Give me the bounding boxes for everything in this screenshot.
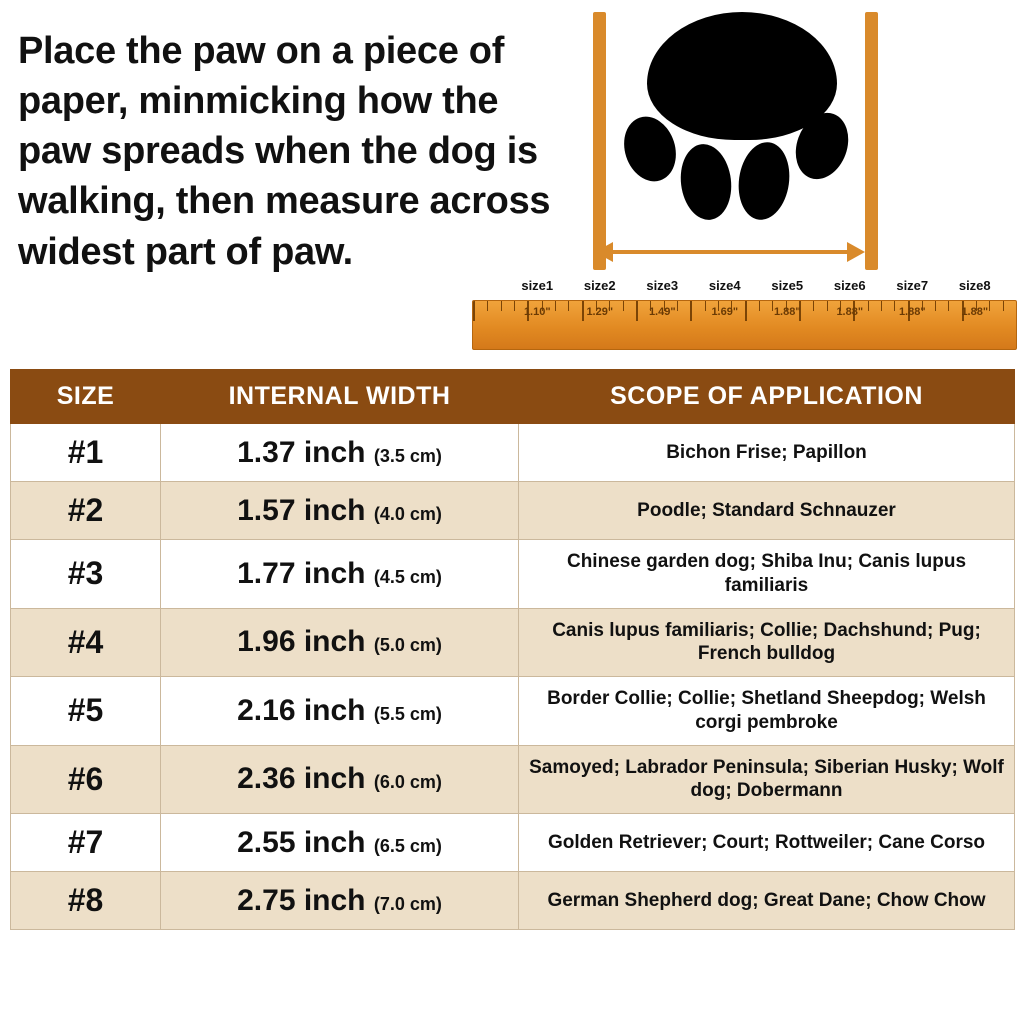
cell-width-inch: 1.37 inch (237, 435, 366, 469)
cell-scope: Border Collie; Collie; Shetland Sheepdog; Welsh corgi pembroke (519, 677, 1015, 746)
arrow-head-right-icon (847, 242, 865, 262)
cell-width-inch: 2.55 inch (237, 825, 366, 859)
cell-scope: Canis lupus familiaris; Collie; Dachshund; Pug; French bulldog (519, 608, 1015, 677)
cell-width-cm: (4.0 cm) (373, 503, 442, 524)
ruler-inch-value: 1.88" (773, 306, 801, 318)
table-row (11, 677, 1015, 746)
size-chart-table (10, 369, 1015, 930)
cell-width (161, 540, 519, 609)
table-row (11, 424, 1015, 482)
measuring-instruction-text: Place the paw on a piece of paper, minmicking how the paw spreads when the dog is walking, then measure across widest part of paw. (18, 30, 551, 273)
cell-width-cm: (4.5 cm) (373, 566, 442, 587)
paw-illustration (575, 4, 935, 284)
cell-width (161, 424, 519, 482)
table-row (11, 814, 1015, 872)
header-illustration-area (0, 0, 1024, 365)
column-header-width: INTERNAL WIDTH (161, 370, 519, 424)
cell-width-inch: 2.16 inch (237, 693, 366, 727)
cell-width (161, 482, 519, 540)
ruler-inch-value: 1.69" (711, 306, 739, 318)
ruler-inch-value: 1.88" (836, 306, 864, 318)
paw-toe-3-icon (734, 139, 794, 223)
cell-width-cm: (7.0 cm) (373, 893, 442, 914)
table-row (11, 540, 1015, 609)
cell-scope: Samoyed; Labrador Peninsula; Siberian Husky; Wolf dog; Dobermann (519, 745, 1015, 814)
table-row (11, 745, 1015, 814)
cell-width-inch: 1.96 inch (237, 625, 366, 659)
ruler-size-label: size8 (958, 278, 991, 293)
cell-scope: Poodle; Standard Schnauzer (519, 482, 1015, 540)
cell-width-cm: (6.5 cm) (373, 835, 442, 856)
ruler-size-label: size4 (708, 278, 741, 293)
ruler-size-label: size6 (833, 278, 866, 293)
cell-size: #6 (11, 745, 161, 814)
cell-scope: German Shepherd dog; Great Dane; Chow Chow (519, 872, 1015, 930)
cell-size: #1 (11, 424, 161, 482)
ruler-size-label: size7 (896, 278, 929, 293)
arrow-head-left-icon (595, 242, 613, 262)
cell-size: #3 (11, 540, 161, 609)
cell-width-inch: 1.57 inch (237, 493, 366, 527)
cell-scope: Bichon Frise; Papillon (519, 424, 1015, 482)
cell-width-cm: (5.5 cm) (373, 703, 442, 724)
cell-width (161, 814, 519, 872)
table-row (11, 872, 1015, 930)
cell-scope: Golden Retriever; Court; Rottweiler; Cane Corso (519, 814, 1015, 872)
ruler-inch-value: 1.88" (898, 306, 926, 318)
ruler-inch-value: 1.49" (648, 306, 676, 318)
ruler-size-label: size5 (771, 278, 804, 293)
ruler-size-label: size3 (646, 278, 679, 293)
cell-width-cm: (5.0 cm) (373, 635, 442, 656)
ruler-inch-values (506, 306, 1006, 318)
measure-bar-left (593, 12, 606, 270)
cell-size: #2 (11, 482, 161, 540)
cell-scope: Chinese garden dog; Shiba Inu; Canis lupus familiaris (519, 540, 1015, 609)
ruler-inch-value: 1.10" (523, 306, 551, 318)
cell-size: #5 (11, 677, 161, 746)
cell-width-cm: (6.0 cm) (373, 772, 442, 793)
ruler-size-labels (506, 278, 1006, 293)
width-measure-arrow (611, 250, 851, 254)
cell-size: #8 (11, 872, 161, 930)
paw-toe-2-icon (677, 141, 736, 223)
cell-width (161, 677, 519, 746)
cell-width (161, 872, 519, 930)
ruler-inch-value: 1.29" (586, 306, 614, 318)
cell-width-inch: 2.36 inch (237, 762, 366, 796)
cell-width-inch: 2.75 inch (237, 883, 366, 917)
ruler-size-label: size1 (521, 278, 554, 293)
ruler-illustration (472, 278, 1017, 360)
cell-size: #7 (11, 814, 161, 872)
cell-width-inch: 1.77 inch (237, 556, 366, 590)
cell-size: #4 (11, 608, 161, 677)
cell-width (161, 608, 519, 677)
table-row (11, 608, 1015, 677)
measure-bar-right (865, 12, 878, 270)
column-header-size: SIZE (11, 370, 161, 424)
column-header-scope: SCOPE OF APPLICATION (519, 370, 1015, 424)
cell-width-cm: (3.5 cm) (373, 445, 442, 466)
table-header-row (11, 370, 1015, 424)
ruler-inch-value: 1.88" (961, 306, 989, 318)
table-row (11, 482, 1015, 540)
ruler-size-label: size2 (583, 278, 616, 293)
cell-width (161, 745, 519, 814)
